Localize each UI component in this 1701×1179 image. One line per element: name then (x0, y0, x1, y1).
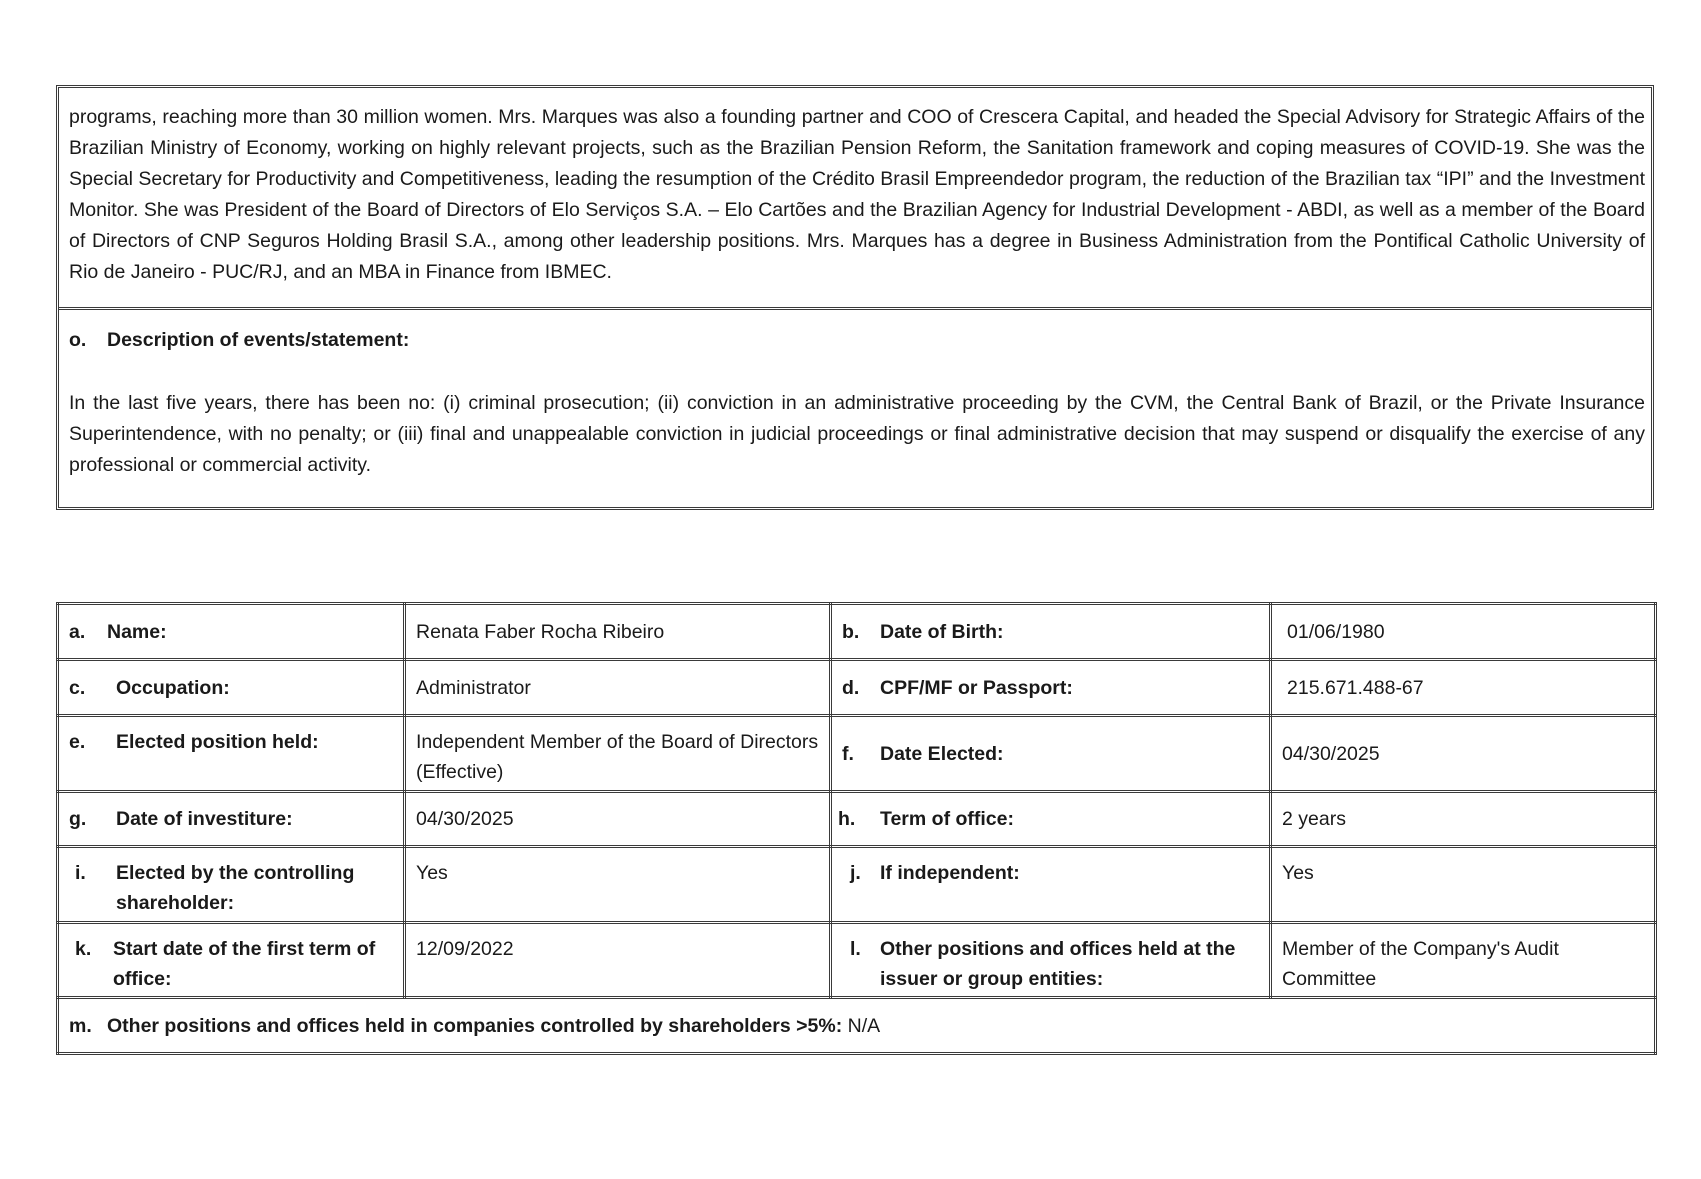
letter-h: h. (838, 808, 856, 830)
label-cell-d (831, 660, 1271, 716)
letter-d: d. (842, 676, 860, 699)
value-date-elected: 04/30/2025 (1271, 716, 1656, 792)
table-row (58, 847, 1656, 923)
events-heading-text: Description of events/statement: (107, 329, 410, 351)
table-row (58, 923, 1656, 998)
table-row (58, 604, 1656, 660)
events-letter: o. (69, 329, 87, 351)
label-cpf-passport: CPF/MF or Passport: (880, 676, 1073, 699)
letter-c: c. (69, 676, 86, 699)
label-cell-c (58, 660, 405, 716)
letter-b: b. (842, 620, 860, 643)
label-date-of-investiture: Date of investiture: (116, 808, 293, 830)
label-date-elected: Date Elected: (880, 742, 1004, 765)
value-start-date-first-term: 12/09/2022 (405, 923, 831, 998)
letter-e: e. (69, 731, 86, 753)
letter-f: f. (842, 742, 854, 765)
label-elected-by-controlling: Elected by the controlling shareholder: (116, 862, 355, 914)
label-name: Name: (107, 620, 167, 643)
table-row (58, 660, 1656, 716)
value-date-of-birth: 01/06/1980 (1271, 604, 1656, 660)
label-cell-h (831, 792, 1271, 847)
label-cell-a (58, 604, 405, 660)
letter-g: g. (69, 808, 87, 830)
value-cpf-passport: 215.671.488-67 (1271, 660, 1656, 716)
biography-text: programs, reaching more than 30 million women. Mrs. Marques was also a founding partner and COO of Crescera Capital, and headed the Special Advisory for Strategic Affairs of the Brazilian Ministry of Economy, working on highly relevant projects, such as the Brazilian Pension Reform, the Sanitation framework and coping measures of COVID-19. She was the Special Secretary for Productivity and Competitiveness, leading the resumption of the Crédito Brasil Empreendedor program, the reduction of the Brazilian tax “IPI” and the Investment Monitor. She was President of the Board of Directors of Elo Serviços S.A. – Elo Cartões and the Brazilian Agency for Industrial Development - ABDI, as well as a member of the Board of Directors of CNP Seguros Holding Brasil S.A., among other leadership positions. Mrs. Marques has a degree in Business Administration from the Pontifical Catholic University of Rio de Janeiro - PUC/RJ, and an MBA in Finance from IBMEC. (69, 106, 1645, 283)
label-other-positions-controlled: Other positions and offices held in companies controlled by shareholders >5%: (107, 1014, 843, 1037)
letter-i: i. (75, 862, 86, 884)
label-cell-g (58, 792, 405, 847)
value-elected-by-controlling: Yes (405, 847, 831, 923)
full-width-cell-m (58, 998, 1656, 1054)
label-cell-k (58, 923, 405, 998)
table-row (58, 716, 1656, 792)
letter-l: l. (850, 938, 861, 960)
label-occupation: Occupation: (116, 676, 230, 699)
value-other-positions-issuer: Member of the Company's Audit Committee (1271, 923, 1656, 998)
label-cell-j (831, 847, 1271, 923)
letter-a: a. (69, 620, 86, 643)
value-name: Renata Faber Rocha Ribeiro (405, 604, 831, 660)
label-other-positions-issuer: Other positions and offices held at the issuer or group entities: (880, 938, 1236, 990)
label-date-of-birth: Date of Birth: (880, 620, 1004, 643)
label-cell-f (831, 716, 1271, 792)
value-if-independent: Yes (1271, 847, 1656, 923)
table-row (58, 792, 1656, 847)
value-date-of-investiture: 04/30/2025 (405, 792, 831, 847)
label-cell-e (58, 716, 405, 792)
label-start-date-first-term: Start date of the first term of office: (113, 938, 376, 990)
label-cell-b (831, 604, 1271, 660)
events-heading (69, 326, 1645, 354)
director-info-table (56, 602, 1657, 1055)
biography-cell (59, 88, 1651, 310)
events-cell (59, 310, 1651, 481)
letter-k: k. (75, 938, 92, 960)
value-elected-position: Independent Member of the Board of Directors (Effective) (405, 716, 831, 792)
letter-m: m. (69, 1014, 92, 1037)
label-elected-position: Elected position held: (116, 731, 319, 753)
label-term-of-office: Term of office: (880, 808, 1014, 830)
events-statement-text: In the last five years, there has been no: (i) criminal prosecution; (ii) conviction in an administrative proceeding by the CVM, the Central Bank of Brazil, or the Private Insurance Superintendence, with no penalty; or (iii) final and unappealable conviction in judicial proceedings or final administrative decision that may suspend or disqualify the exercise of any professional or commercial activity. (69, 392, 1645, 476)
letter-j: j. (850, 862, 861, 884)
label-cell-l (831, 923, 1271, 998)
label-if-independent: If independent: (880, 862, 1020, 884)
table-row (58, 998, 1656, 1054)
value-other-positions-controlled: N/A (847, 1014, 881, 1037)
value-term-of-office: 2 years (1271, 792, 1656, 847)
biography-events-box (56, 85, 1654, 510)
value-occupation: Administrator (405, 660, 831, 716)
label-cell-i (58, 847, 405, 923)
